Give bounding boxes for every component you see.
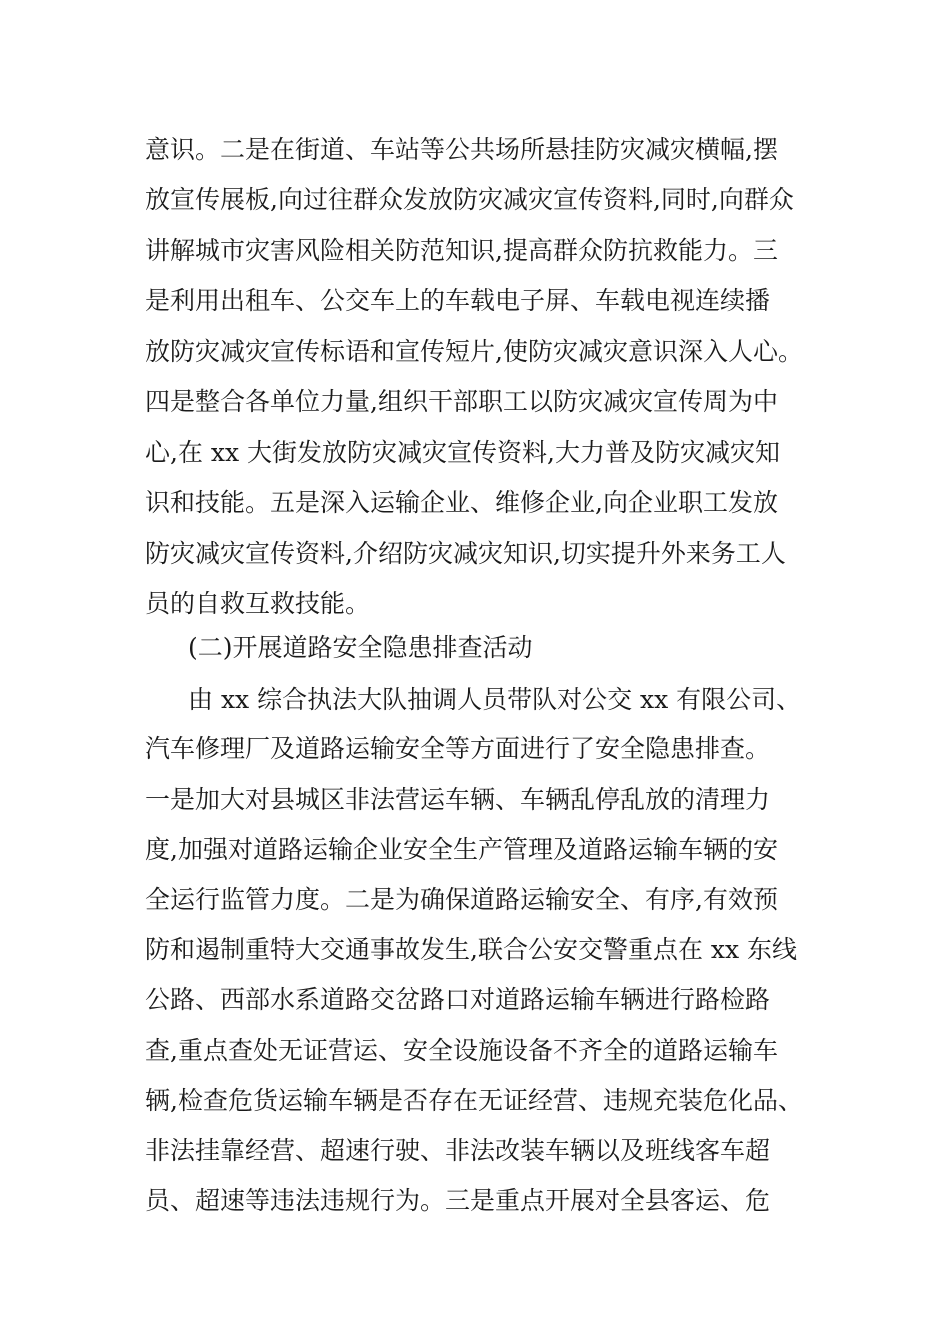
text-line: 度,加强对道路运输企业安全生产管理及道路运输车辆的安	[145, 835, 778, 864]
text-line: 员、超速等违法违规行为。三是重点开展对全县客运、危	[145, 1186, 771, 1215]
text-line: 辆,检查危货运输车辆是否存在无证经营、违规充装危化品、	[145, 1086, 803, 1115]
text-line: 四是整合各单位力量,组织干部职工以防灾减灾宣传周为中	[145, 387, 778, 416]
text-line: 一是加大对县城区非法营运车辆、车辆乱停乱放的清理力	[145, 785, 771, 814]
text-line: 由 xx 综合执法大队抽调人员带队对公交 xx 有限公司、	[188, 685, 802, 714]
text-line: 讲解城市灾害风险相关防范知识,提高群众防抗救能力。三	[145, 236, 778, 265]
text-line: 防灾减灾宣传资料,介绍防灾减灾知识,切实提升外来务工人	[145, 539, 786, 568]
text-line: 防和遏制重特大交通事故发生,联合公安交警重点在 xx 东线	[145, 935, 798, 964]
text-line: 非法挂靠经营、超速行驶、非法改装车辆以及班线客车超	[145, 1136, 771, 1165]
text-line: 汽车修理厂及道路运输安全等方面进行了安全隐患排查。	[145, 734, 771, 763]
text-line: 公路、西部水系道路交岔路口对道路运输车辆进行路检路	[145, 985, 771, 1014]
text-line: 心,在 xx 大街发放防灾减灾宣传资料,大力普及防灾减灾知	[145, 438, 780, 467]
text-line: 识和技能。五是深入运输企业、维修企业,向企业职工发放	[145, 488, 778, 517]
text-line: 员的自救互救技能。	[145, 589, 371, 618]
text-line: 放宣传展板,向过往群众发放防灾减灾宣传资料,同时,向群众	[145, 185, 794, 214]
section-heading: (二)开展道路安全隐患排查活动	[188, 633, 533, 662]
text-line: 放防灾减灾宣传标语和宣传短片,使防灾减灾意识深入人心。	[145, 337, 803, 366]
text-line: 是利用出租车、公交车上的车载电子屏、车载电视连续播	[145, 286, 771, 315]
text-line: 意识。二是在街道、车站等公共场所悬挂防灾减灾横幅,摆	[145, 135, 778, 164]
text-line: 全运行监管力度。二是为确保道路运输安全、有序,有效预	[145, 885, 778, 914]
text-line: 查,重点查处无证营运、安全设施设备不齐全的道路运输车	[145, 1036, 778, 1065]
